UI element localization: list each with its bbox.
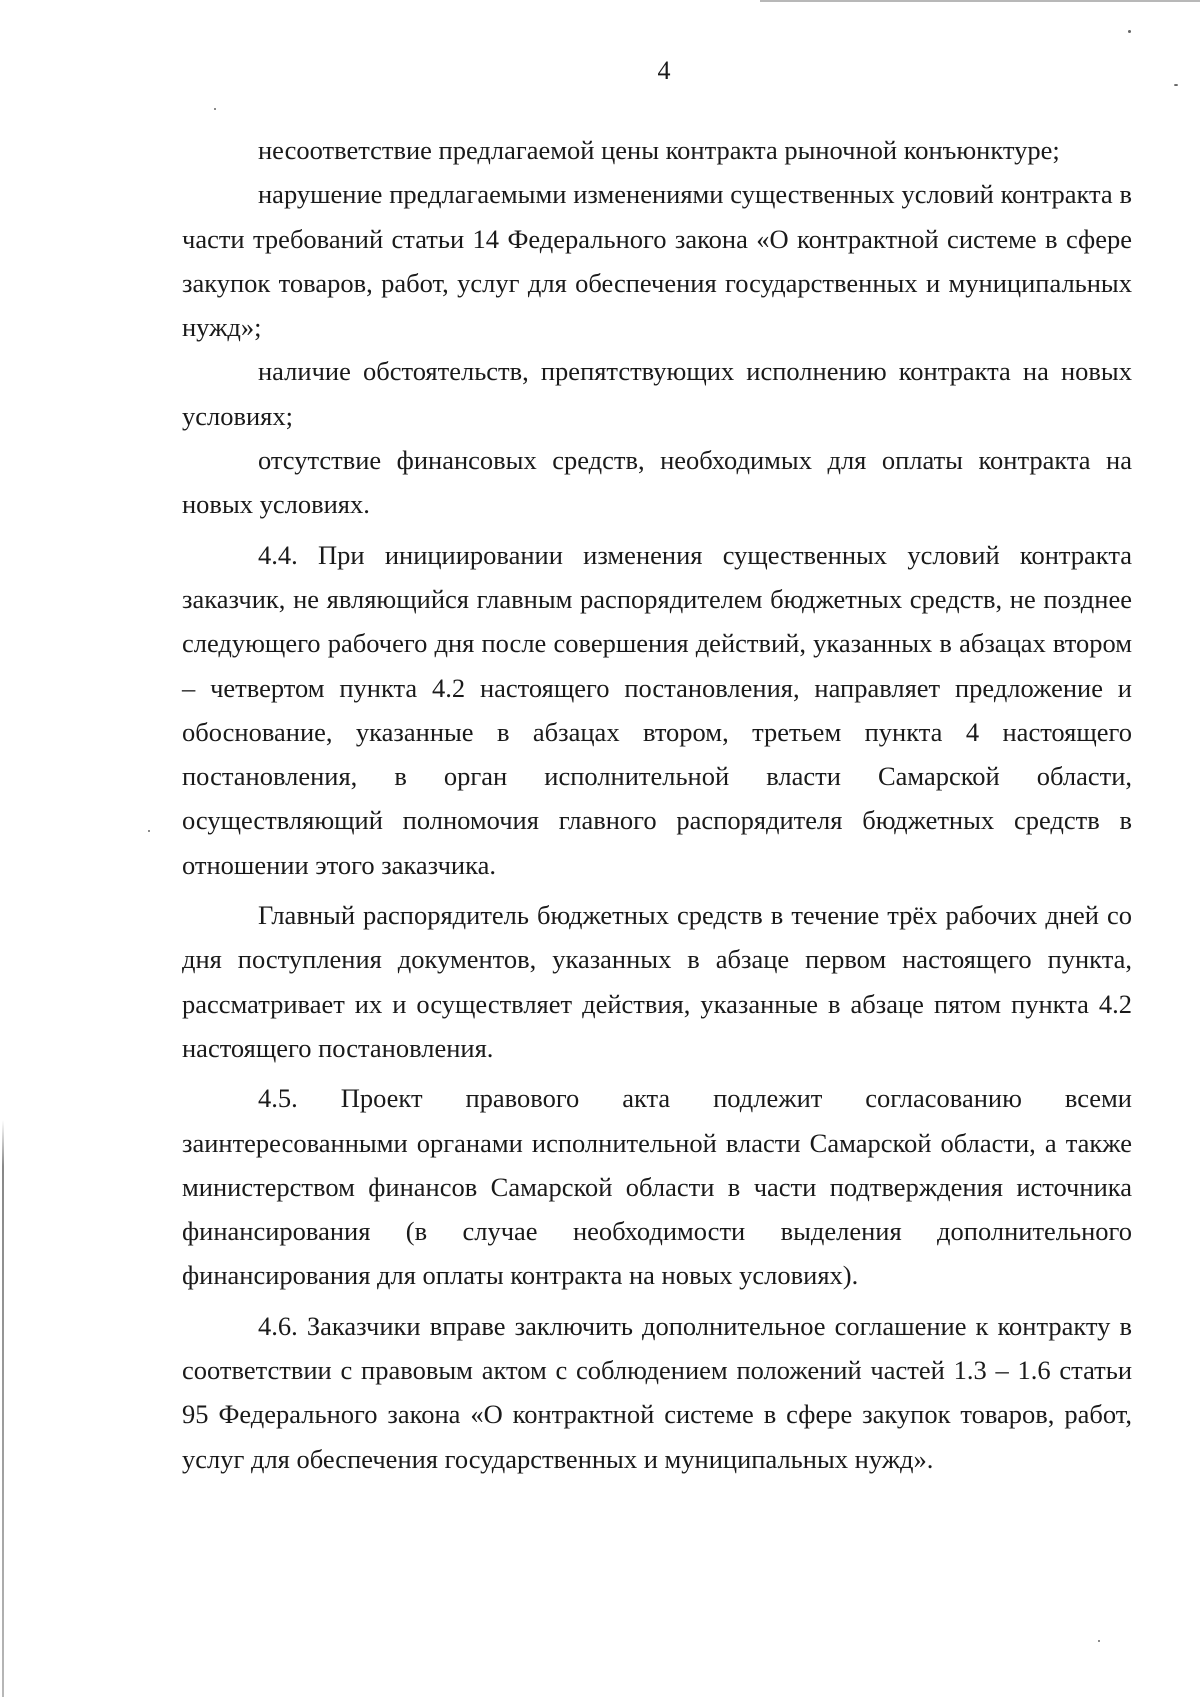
paragraph: отсутствие финансовых средств, необходимых для оплаты контракта на новых условиях. (182, 445, 1132, 520)
scan-speck (148, 830, 150, 832)
paragraph: 4.6. Заказчики вправе заключить дополнительное соглашение к контракту в соответствии с правовым актом с соблюдением положений частей 1.3 – 1.6 статьи 95 Федерального закона «О контрактной системе в сфере закупок товаров, работ, услуг для обеспечения государственных и муниципальных нужд». (182, 1310, 1132, 1474)
page-number: 4 (657, 56, 671, 85)
document-body (182, 128, 1132, 1481)
paragraph: 4.4. При инициировании изменения существенных условий контракта заказчик, не являющийся главным распорядителем бюджетных средств, не позднее следующего рабочего дня после совершения действий, указанных в абзацах втором – четвертом пункта 4.2 настоящего постановления, направляет предложение и обоснование, указанные в абзацах втором, третьем пункта 4 настоящего постановления, в орган исполнительной власти Самарской области, осуществляющий полномочия главного распорядителя бюджетных средств в отношении этого заказчика. (182, 539, 1132, 880)
scan-speck (214, 108, 216, 110)
paragraph: Главный распорядитель бюджетных средств в течение трёх рабочих дней со дня поступления документов, указанных в абзаце первом настоящего пункта, рассматривает их и осуществляет действия, указанные в абзаце пятом пункта 4.2 настоящего постановления. (182, 900, 1132, 1063)
scan-speck (1098, 1640, 1100, 1642)
scan-edge-top (760, 0, 1200, 2)
scan-edge-left (2, 1120, 4, 1697)
paragraph: нарушение предлагаемыми изменениями существенных условий контракта в части требований статьи 14 Федерального закона «О контрактной системе в сфере закупок товаров, работ, услуг для обеспечения государственных и муниципальных нужд»; (182, 179, 1132, 343)
paragraph: наличие обстоятельств, препятствующих исполнению контракта на новых условиях; (182, 356, 1132, 431)
paragraph: 4.5. Проект правового акта подлежит согласованию всеми заинтересованными органами исполнительной власти Самарской области, а также министерством финансов Самарской области в части подтверждения источника финансирования (в случае необходимости выделения дополнительного финансирования для оплаты контракта на новых условиях). (182, 1083, 1132, 1291)
scan-speck (1128, 30, 1131, 33)
paragraph: несоответствие предлагаемой цены контракта рыночной конъюнктуре; (258, 135, 1060, 165)
